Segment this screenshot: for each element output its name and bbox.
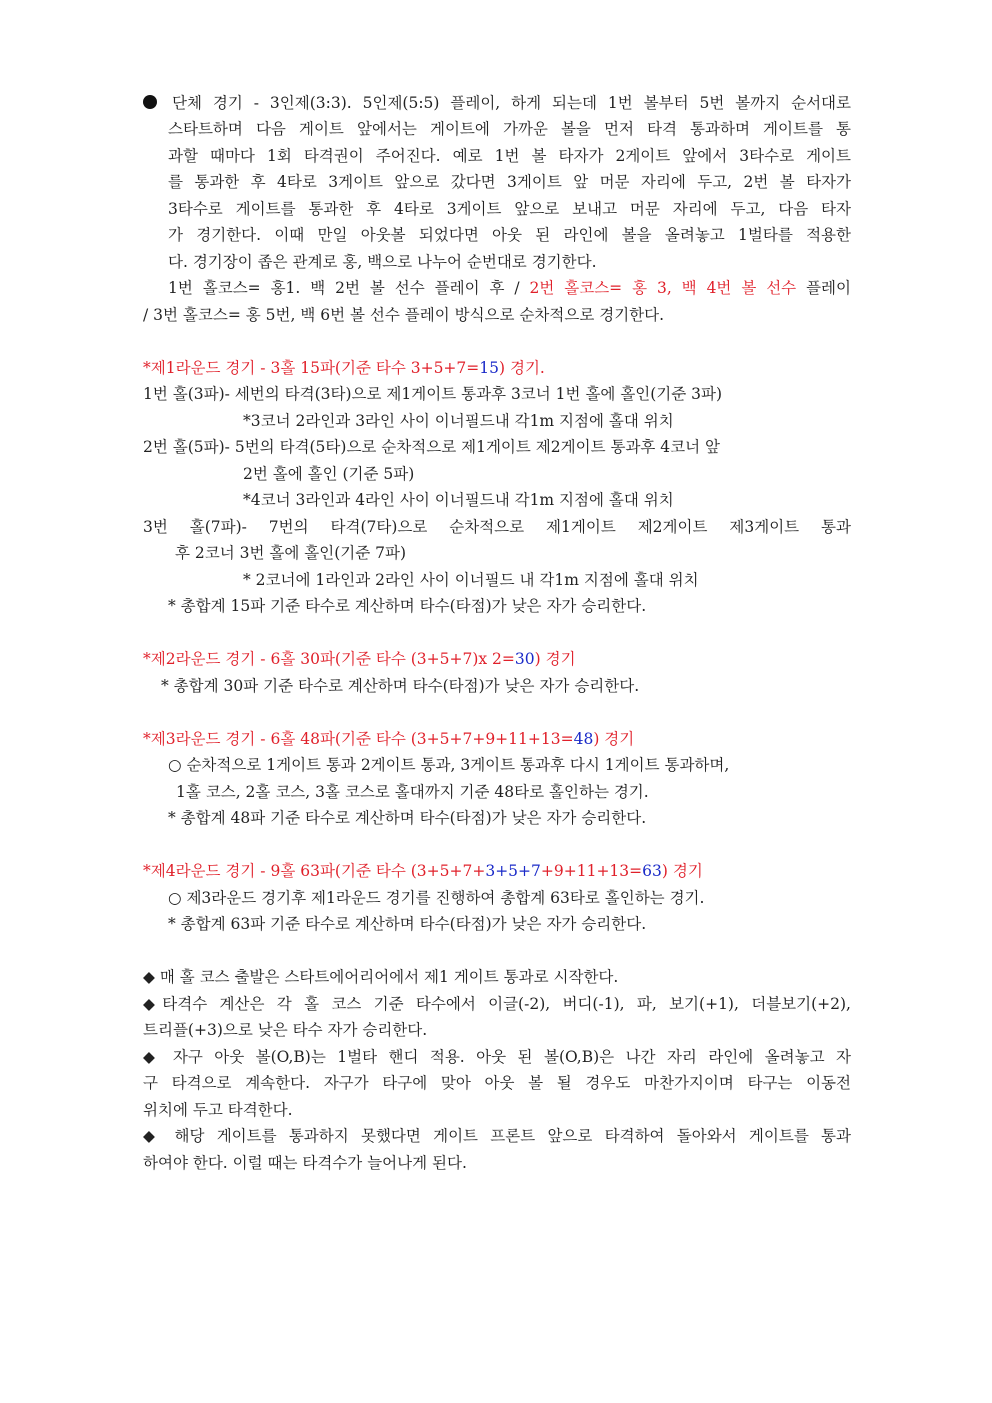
round1-title: *제1라운드 경기 - 3홀 15파(기준 타수 3+5+7=15) 경기. [143,359,545,377]
round3-line-1: ○ 순차적으로 1게이트 통과 2게이트 통과, 3게이트 통과후 다시 1게이트 통과하며, [168,756,730,774]
round1-hole3-cont: 후 2코너 3번 홀에 홀인(기준 7파) [175,544,407,562]
rule-scoring: ◆타격수 계산은 각 홀 코스 기준 타수에서 이글(-2), 버디(-1), 파, 보기(+1), 더블보기(+2), [143,995,851,1013]
rule-scoring-cont: 트리플(+3)으로 낮은 타수 자가 승리한다. [143,1021,428,1039]
round1-hole2: 2번 홀(5파)- 5번의 타격(5타)으로 순차적으로 제1게이트 제2게이트 통과후 4코너 앞 [143,438,721,456]
round1-hole3-note: * 2코너에 1라인과 2라인 사이 이너필드 내 각1m 지점에 홀대 위치 [243,571,699,589]
round4-total-note: * 총합계 63파 기준 타수로 계산하며 타수(타점)가 낮은 자가 승리한다. [168,915,647,933]
rule-out-ball-cont-2: 위치에 두고 타격한다. [143,1101,293,1119]
round2-total-note: * 총합계 30파 기준 타수로 계산하며 타수(타점)가 낮은 자가 승리한다. [161,677,640,695]
round3-line-2: 1홀 코스, 2홀 코스, 3홀 코스로 홀대까지 기준 48타로 홀인하는 경기. [176,783,649,801]
rule-out-ball-cont: 구 타격으로 계속한다. 자구가 타구에 맞아 아웃 볼 될 경우도 마찬가지이며 타구는 이동전 [143,1074,851,1092]
team-line-4: 를 통과한 후 4타로 3게이트 앞으로 갔다면 3게이트 앞 머문 자리에 두고, 2번 볼 타자가 [168,173,851,191]
round4-line-1: ○ 제3라운드 경기후 제1라운드 경기를 진행하여 총합계 63타로 홀인하는 경기. [168,889,705,907]
team-line-2: 스타트하며 다음 게이트 앞에서는 게이트에 가까운 볼을 먼저 타격 통과하며 게이트를 통 [168,120,851,138]
round2-title: *제2라운드 경기 - 6홀 30파(기준 타수 (3+5+7)x 2=30) 경기 [143,650,576,668]
round1-hole3: 3번 홀(7파)- 7번의 타격(7타)으로 순차적으로 제1게이트 제2게이트 제3게이트 통과 [143,518,851,536]
team-course-line [168,275,851,302]
round1-hole2-cont: 2번 홀에 홀인 (기준 5파) [243,465,415,483]
course-b: 2번 홀코스= 홍 3, 백 4번 볼 선수 [529,279,797,297]
rule-gate: ◆ 해당 게이트를 통과하지 못했다면 게이트 프론트 앞으로 타격하여 돌아와서 게이트를 통과 [143,1127,851,1145]
rule-start: ◆ 매 홀 코스 출발은 스타트에어리어에서 제1 게이트 통과로 시작한다. [143,968,619,986]
team-line-7: 다. 경기장이 좁은 관계로 홍, 백으로 나누어 순번대로 경기한다. [168,253,597,271]
round3-total-note: * 총합계 48파 기준 타수로 계산하며 타수(타점)가 낮은 자가 승리한다. [168,809,647,827]
team-line-6: 가 경기한다. 이때 만일 아웃볼 되었다면 아웃 된 라인에 볼을 올려놓고 1벌타를 적용한 [168,226,851,244]
round1-hole1: 1번 홀(3파)- 세번의 타격(3타)으로 제1게이트 통과후 3코너 1번 홀에 홀인(기준 3파) [143,385,723,403]
team-line-1: 단체 경기 - 3인제(3:3). 5인제(5:5) 플레이, 하게 되는데 1번 볼부터 5번 볼까지 순서대로 [172,94,851,112]
round1-total-note: * 총합계 15파 기준 타수로 계산하며 타수(타점)가 낮은 자가 승리한다. [168,597,647,615]
rule-out-ball: ◆ 자구 아웃 볼(O,B)는 1벌타 핸디 적용. 아웃 된 볼(O,B)은 나간 자리 라인에 올려놓고 자 [143,1048,851,1066]
rule-gate-cont: 하여야 한다. 이럴 때는 타격수가 늘어나게 된다. [143,1154,467,1172]
course-a: 1번 홀코스= 홍1. 백 2번 볼 선수 플레이 후 / [168,279,530,297]
team-line-3: 과할 때마다 1회 타격권이 주어진다. 예로 1번 볼 타자가 2게이트 앞에서 3타수로 게이트 [168,147,851,165]
team-course-line-2: / 3번 홀코스= 홍 5번, 백 6번 볼 선수 플레이 방식으로 순차적으로 경기한다. [143,306,665,324]
round3-title: *제3라운드 경기 - 6홀 48파(기준 타수 (3+5+7+9+11+13=48) 경기 [143,730,635,748]
round1-hole2-note: *4코너 3라인과 4라인 사이 이너필드내 각1m 지점에 홀대 위치 [243,491,674,509]
round1-hole1-note: *3코너 2라인과 3라인 사이 이너필드내 각1m 지점에 홀대 위치 [243,412,674,430]
course-c: 플레이 [796,279,851,297]
round4-title: *제4라운드 경기 - 9홀 63파(기준 타수 (3+5+7+3+5+7+9+11+13=63) 경기 [143,862,703,880]
team-line-5: 3타수로 게이트를 통과한 후 4타로 3게이트 앞으로 보내고 머문 자리에 두고, 다음 타자 [168,200,851,218]
